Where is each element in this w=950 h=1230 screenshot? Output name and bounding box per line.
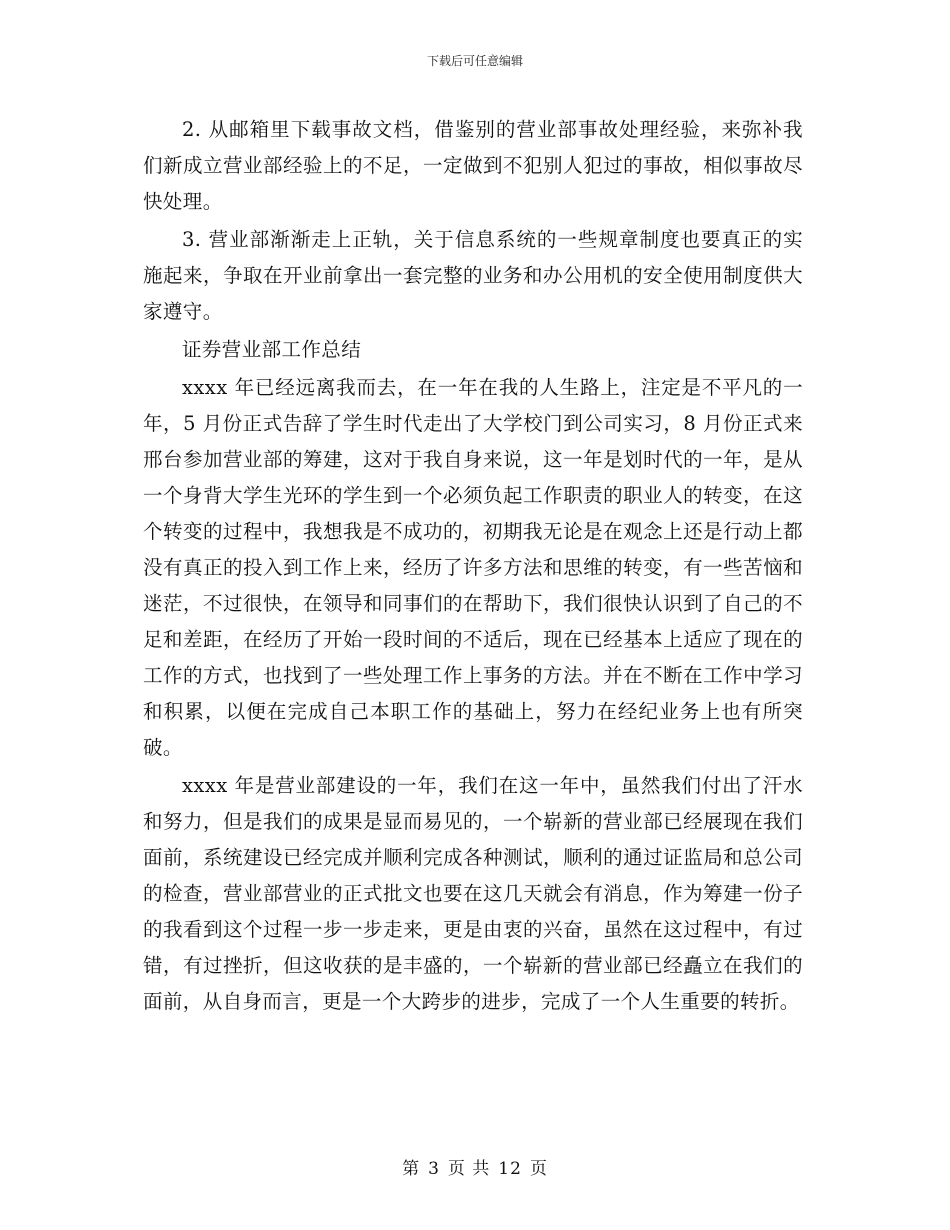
footer-middle: 页 共 (447, 1159, 491, 1179)
page-number-footer (0, 1154, 950, 1179)
paragraph-item-3: 3. 营业部渐渐走上正轨，关于信息系统的一些规章制度也要真正的实施起来，争取在开业前拿出一套完整的业务和办公用机的安全使用制度供大家遵守。 (143, 228, 803, 323)
section-title: 证券营业部工作总结 (182, 338, 362, 361)
footer-total-pages: 12 (498, 1159, 522, 1179)
footer-suffix: 页 (529, 1159, 548, 1179)
paragraph-summary-2: xxxx 年是营业部建设的一年，我们在这一年中，虽然我们付出了汗水和努力，但是我们的成果是显而易见的，一个崭新的营业部已经展现在我们面前，系统建设已经完成并顺利完成各种测试，顺利的通过证监局和总公司的检查，营业部营业的正式批文也要在这几天就会有消息，作为筹建一份子的我看到这个过程一步一步走来，更是由衷的兴奋，虽然在这过程中，有过错，有过挫折，但这收获的是丰盛的，一个崭新的营业部已经矗立在我们的面前，从自身而言，更是一个大跨步的进步，完成了一个人生重要的转折。 (143, 774, 803, 1013)
document-body (143, 112, 803, 1022)
page-header-note: 下载后可任意编辑 (426, 54, 523, 68)
paragraph-summary-1: xxxx 年已经远离我而去，在一年在我的人生路上，注定是不平凡的一年，5 月份正式告辞了学生时代走出了大学校门到公司实习，8 月份正式来邢台参加营业部的筹建，这对于我自身来说，这一年是划时代的一年，是从一个身背大学生光环的学生到一个必须负起工作职责的职业人的转变，在这个转变的过程中，我想我是不成功的，初期我无论是在观念上还是行动上都没有真正的投入到工作上来，经历了许多方法和思维的转变，有一些苦恼和迷茫，不过很快，在领导和同事们的在帮助下，我们很快认识到了自己的不足和差距，在经历了开始一段时间的不适后，现在已经基本上适应了现在的工作的方式，也找到了一些处理工作上事务的方法。并在不断在工作中学习和积累，以便在完成自己本职工作的基础上，努力在经纪业务上也有所突破。 (143, 376, 803, 759)
footer-current-page: 3 (428, 1159, 440, 1179)
paragraph-item-2: 2. 从邮箱里下载事故文档，借鉴别的营业部事故处理经验，来弥补我们新成立营业部经验上的不足，一定做到不犯别人犯过的事故，相似事故尽快处理。 (143, 118, 803, 213)
footer-prefix: 第 (402, 1159, 421, 1179)
